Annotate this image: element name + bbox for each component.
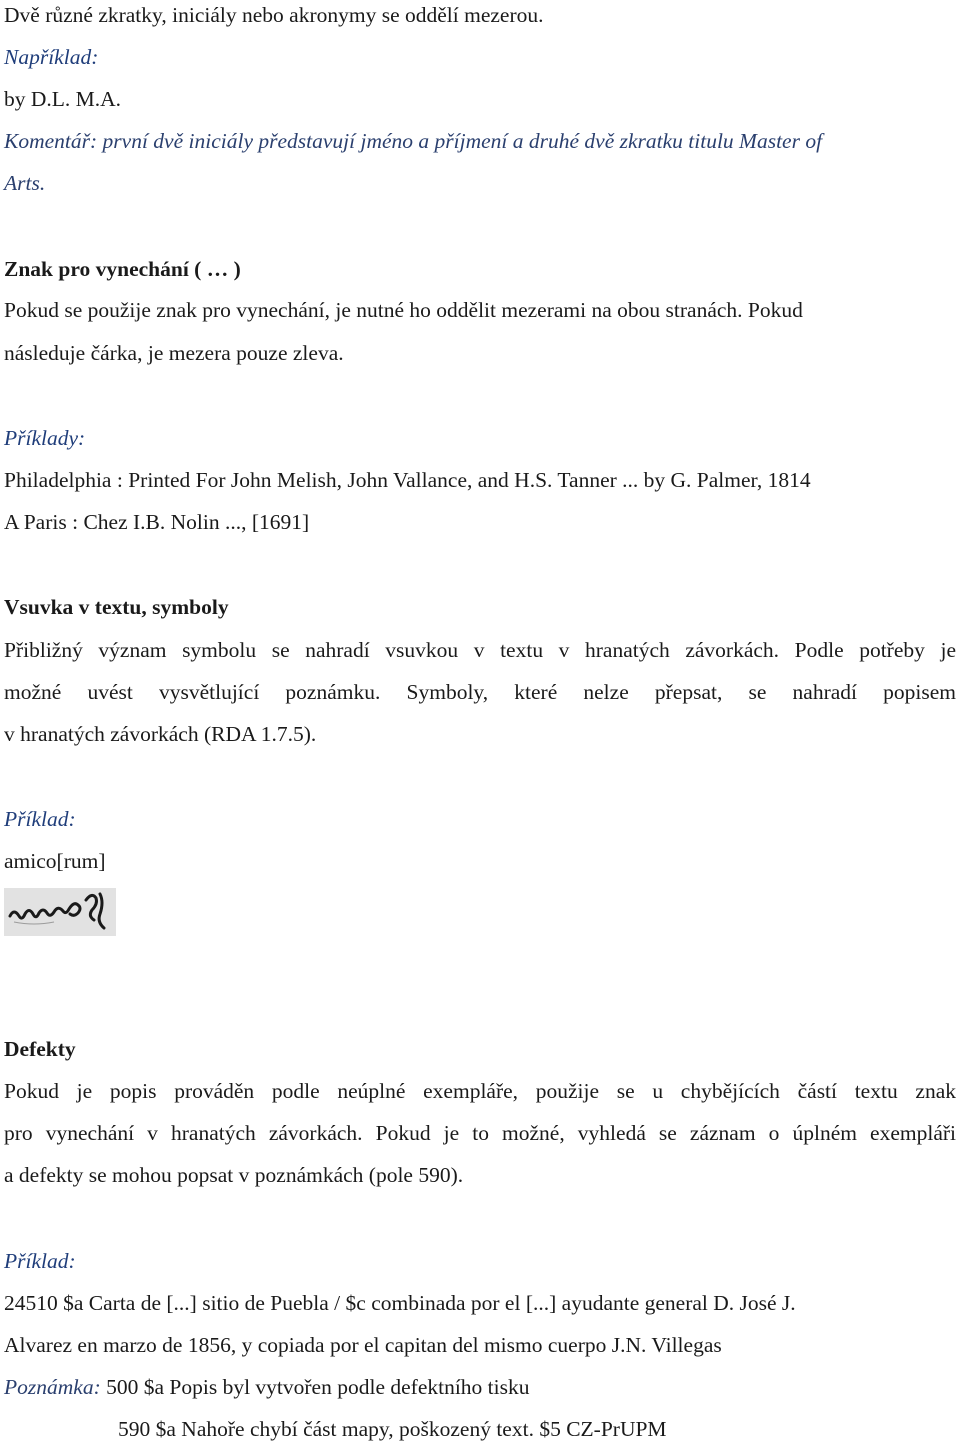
example-line: A Paris : Chez I.B. Nolin ..., [1691] <box>4 510 310 534</box>
paragraph-line: a defekty se mohou popsat v poznámkách (pole 590). <box>4 1163 464 1187</box>
example-label: Příklad: <box>4 807 76 831</box>
text-line: by D.L. M.A. <box>4 87 122 111</box>
example-label: Příklad: <box>4 1249 76 1273</box>
paragraph-line: pro vynechání v hranatých závorkách. Pokud je to možné, vyhledá se záznam o úplném exempláři <box>4 1121 956 1145</box>
example-label: Například: <box>4 45 99 69</box>
example-line: 24510 $a Carta de [...] sitio de Puebla / $c combinada por el [...] ayudante general D. José J. <box>4 1291 796 1315</box>
handwritten-script-image <box>4 888 116 936</box>
section-heading: Defekty <box>4 1037 76 1061</box>
paragraph-line: Pokud je popis prováděn podle neúplné exempláře, použije se u chybějících částí textu znak <box>4 1079 956 1103</box>
note-label: Poznámka: <box>4 1375 101 1399</box>
paragraph-line: možné uvést vysvětlující poznámku. Symboly, které nelze přepsat, se nahradí popisem <box>4 680 956 704</box>
note-line <box>4 1374 956 1400</box>
example-label: Příklady: <box>4 426 86 450</box>
note-line: 590 $a Nahoře chybí část mapy, poškozený text. $5 CZ-PrUPM <box>118 1417 667 1441</box>
text-line: Dvě různé zkratky, iniciály nebo akronymy se oddělí mezerou. <box>4 3 544 27</box>
example-line: Alvarez en marzo de 1856, y copiada por el capitan del mismo cuerpo J.N. Villegas <box>4 1333 722 1357</box>
paragraph-line: v hranatých závorkách (RDA 1.7.5). <box>4 722 317 746</box>
comment-line: Arts. <box>4 171 46 195</box>
paragraph-line: Pokud se použije znak pro vynechání, je nutné ho oddělit mezerami na obou stranách. Pokud <box>4 298 803 322</box>
paragraph-line: Přibližný význam symbolu se nahradí vsuvkou v textu v hranatých závorkách. Podle potřeby je <box>4 638 956 662</box>
example-line: amico[rum] <box>4 849 106 873</box>
section-heading: Vsuvka v textu, symboly <box>4 595 229 619</box>
note-text: 500 $a Popis byl vytvořen podle defektního tisku <box>100 1375 530 1399</box>
paragraph-line: následuje čárka, je mezera pouze zleva. <box>4 341 344 365</box>
section-heading: Znak pro vynechání ( … ) <box>4 257 241 281</box>
comment-line: Komentář: první dvě iniciály představují jméno a příjmení a druhé dvě zkratku titulu Master of <box>4 129 823 153</box>
example-line: Philadelphia : Printed For John Melish, John Vallance, and H.S. Tanner ... by G. Palmer, 1814 <box>4 468 811 492</box>
